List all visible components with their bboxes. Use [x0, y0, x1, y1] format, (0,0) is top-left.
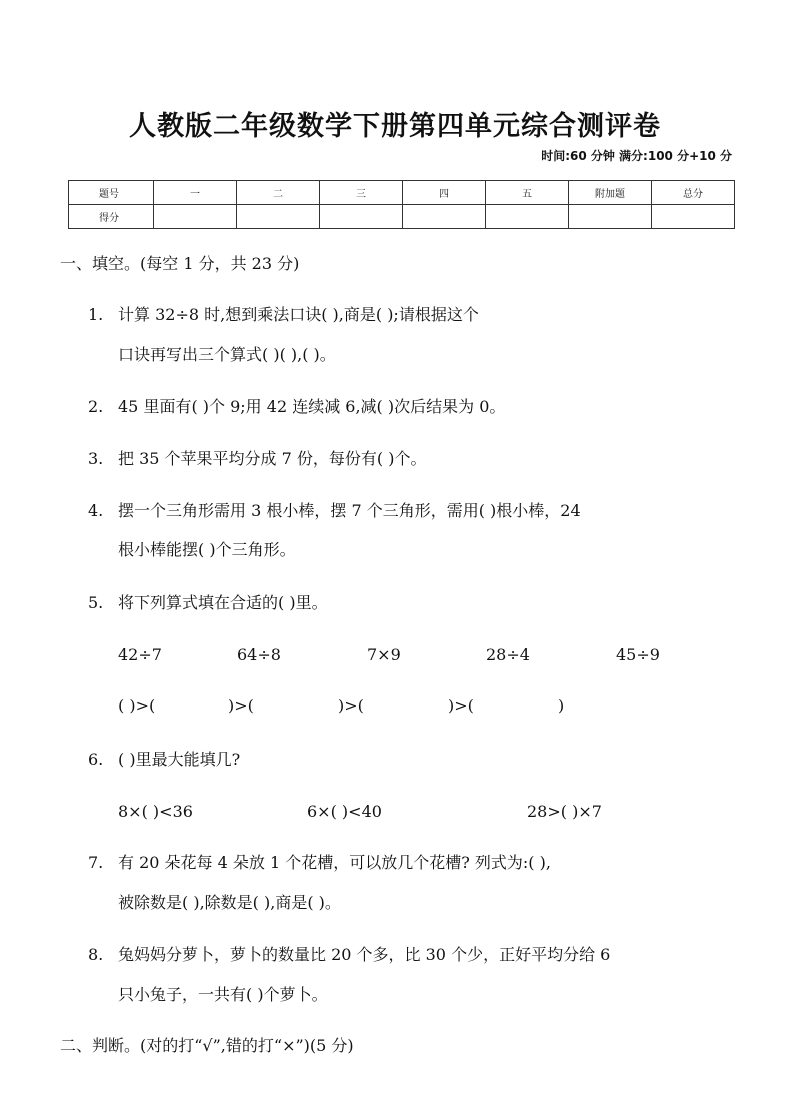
score-cell[interactable] [320, 205, 403, 229]
score-cell[interactable] [569, 205, 652, 229]
question-text: 摆一个三角形需用 3 根小棒，摆 7 个三角形，需用( )根小棒，24 [118, 501, 581, 520]
score-cell[interactable] [154, 205, 237, 229]
question-number: 3. [88, 449, 104, 468]
score-table-header-row [69, 181, 735, 205]
header-cell: 题号 [69, 181, 154, 205]
answer-blank: ) [558, 696, 565, 715]
expression: 42÷7 [118, 645, 162, 664]
expression: 28>( )×7 [527, 802, 602, 821]
question-number: 4. [88, 501, 104, 520]
expression: 8×( )<36 [118, 802, 193, 821]
question-text: 计算 32÷8 时,想到乘法口诀( ),商是( );请根据这个 [118, 305, 479, 324]
question-5-expressions [0, 645, 790, 665]
question-6-expressions [0, 802, 790, 822]
question-4 [88, 501, 581, 521]
section1-heading: 一、填空。(每空 1 分，共 23 分) [60, 254, 300, 273]
question-1 [88, 305, 479, 325]
header-cell: 五 [486, 181, 569, 205]
header-cell: 总分 [652, 181, 735, 205]
expression: 28÷4 [486, 645, 530, 664]
question-text: 把 35 个苹果平均分成 7 份，每份有( )个。 [118, 449, 427, 468]
score-cell[interactable] [486, 205, 569, 229]
row-label-cell: 得分 [69, 205, 154, 229]
score-cell[interactable] [652, 205, 735, 229]
question-7 [88, 853, 551, 873]
header-cell: 一 [154, 181, 237, 205]
question-text: 45 里面有( )个 9;用 42 连续减 6,减( )次后结果为 0。 [118, 397, 506, 416]
header-cell: 附加题 [569, 181, 652, 205]
answer-blank: )>( [228, 696, 254, 715]
question-number: 1. [88, 305, 104, 324]
question-5 [88, 593, 328, 613]
answer-blank: )>( [448, 696, 474, 715]
section2-heading: 二、判断。(对的打“√”,错的打“×”)(5 分) [60, 1036, 354, 1055]
question-number: 7. [88, 853, 104, 872]
question-text: 将下列算式填在合适的( )里。 [118, 593, 328, 612]
question-text: ( )里最大能填几? [118, 750, 241, 769]
question-text: 有 20 朵花每 4 朵放 1 个花槽，可以放几个花槽? 列式为:( ), [118, 853, 551, 872]
question-8-cont: 只小兔子，一共有( )个萝卜。 [118, 985, 328, 1004]
expression: 6×( )<40 [307, 802, 382, 821]
question-2 [88, 397, 505, 417]
score-cell[interactable] [403, 205, 486, 229]
score-table [68, 180, 735, 229]
question-5-blanks [0, 696, 790, 716]
expression: 64÷8 [237, 645, 281, 664]
header-cell: 四 [403, 181, 486, 205]
question-8 [88, 945, 610, 965]
exam-info: 时间:60 分钟 满分:100 分+10 分 [541, 149, 732, 163]
answer-blank: ( )>( [118, 696, 156, 715]
header-cell: 二 [237, 181, 320, 205]
score-cell[interactable] [237, 205, 320, 229]
expression: 7×9 [367, 645, 401, 664]
question-text: 兔妈妈分萝卜，萝卜的数量比 20 个多，比 30 个少，正好平均分给 6 [118, 945, 611, 964]
question-7-cont: 被除数是( ),除数是( ),商是( )。 [118, 893, 341, 912]
question-4-cont: 根小棒能摆( )个三角形。 [118, 540, 296, 559]
question-1-cont: 口诀再写出三个算式( )( ),( )。 [118, 345, 336, 364]
question-6 [88, 750, 240, 770]
question-number: 8. [88, 945, 104, 964]
header-cell: 三 [320, 181, 403, 205]
question-3 [88, 449, 426, 469]
question-number: 6. [88, 750, 104, 769]
question-number: 5. [88, 593, 104, 612]
question-number: 2. [88, 397, 104, 416]
score-table-score-row [69, 205, 735, 229]
answer-blank: )>( [338, 696, 364, 715]
page-title: 人教版二年级数学下册第四单元综合测评卷 [129, 111, 661, 142]
expression: 45÷9 [616, 645, 660, 664]
